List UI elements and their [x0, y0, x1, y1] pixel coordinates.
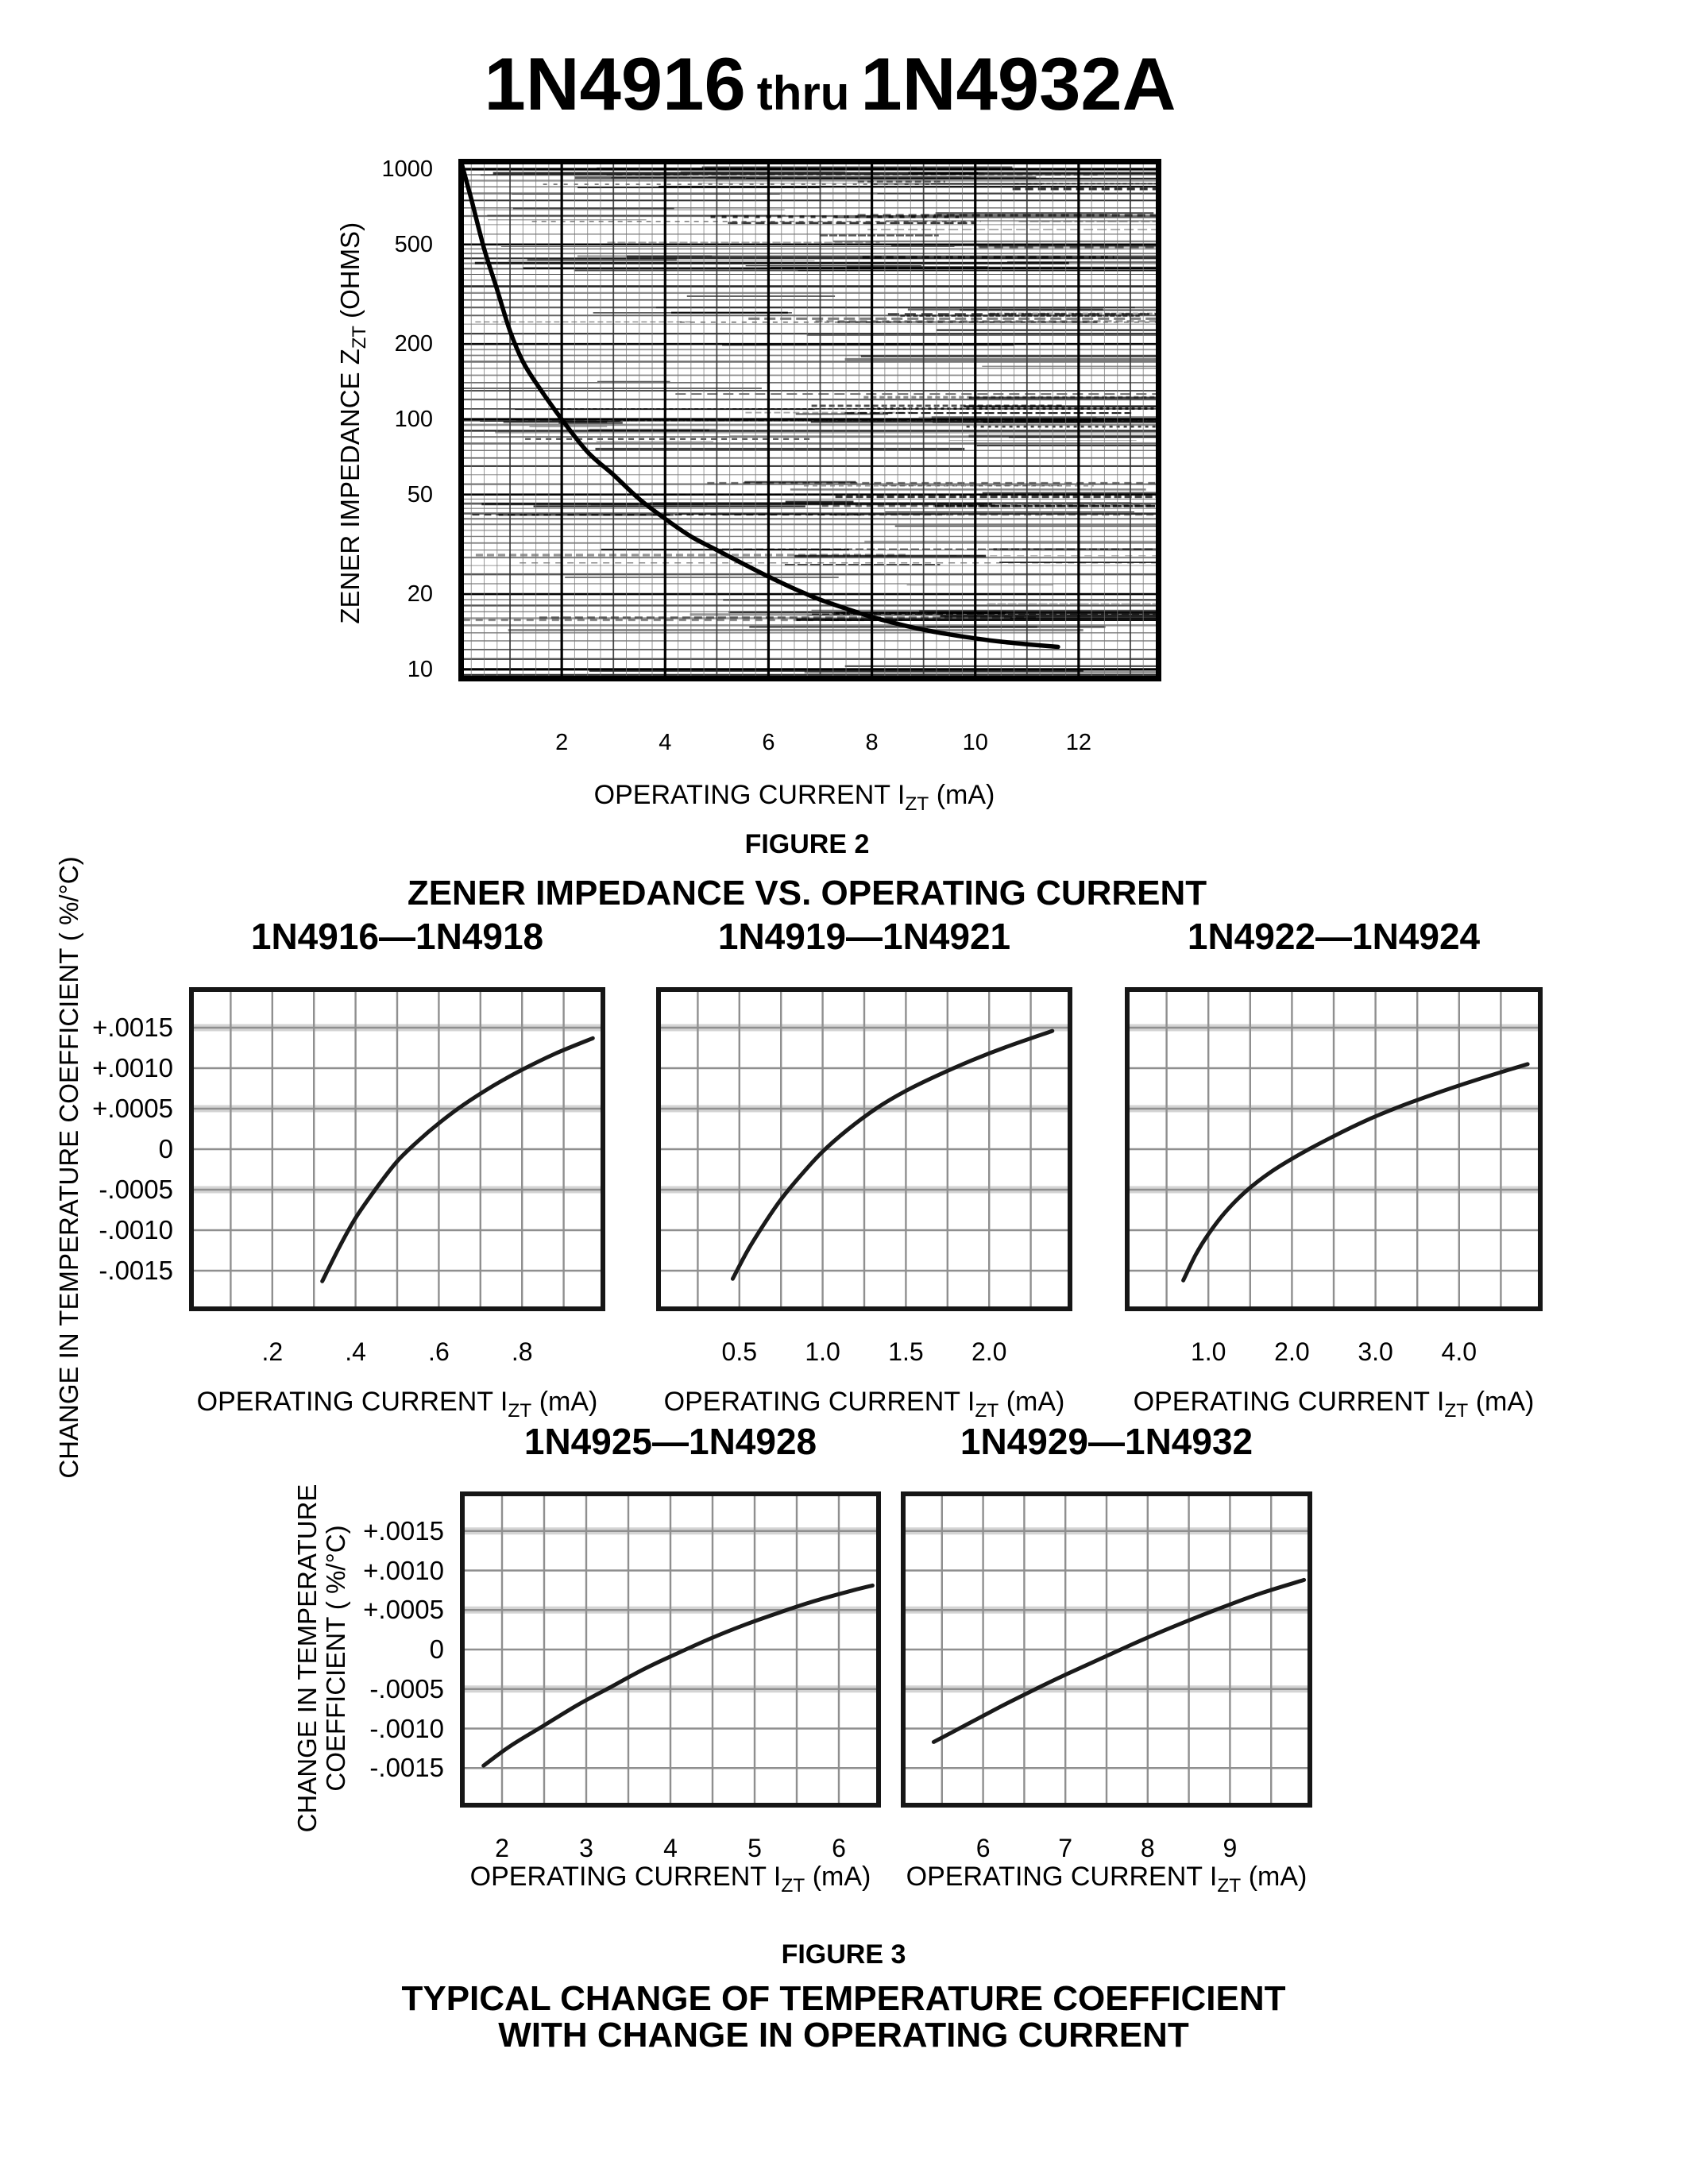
1N4925-1N4928-x-tick-5: 5: [747, 1834, 762, 1862]
figure2-x-axis-label: OPERATING CURRENT $I_{ZT}$ (mA): [593, 780, 995, 815]
figure2-x-tick-12: 12: [1065, 730, 1092, 755]
figure2-y-tick-100: 100: [394, 406, 433, 432]
figure2-x-tick-10: 10: [962, 730, 988, 755]
1N4925-1N4928-y-tick-+.0005: +.0005: [363, 1595, 444, 1625]
1N4929-1N4932-x-tick-9: 9: [1223, 1834, 1238, 1862]
chart-title-1n4929-1n4932: 1N4929—1N4932: [960, 1421, 1253, 1462]
1N4922-1N4924-x-tick-2.0: 2.0: [1274, 1337, 1310, 1366]
1N4929-1N4932-x-tick-7: 7: [1058, 1834, 1073, 1862]
x-axis-label-1n4919-1n4921: OPERATING CURRENT $I_{ZT}$ (mA): [663, 1387, 1065, 1422]
chart-plot-1n4919-1n4921: [656, 987, 1072, 1366]
1N4916-1N4918-y-tick-+.0005: +.0005: [92, 1094, 173, 1123]
1N4929-1N4932-chart: [901, 1491, 1312, 1808]
zener-impedance-chart: [458, 159, 1161, 681]
figure3-row1-y-axis-label: CHANGE IN TEMPERATURE COEFFICIENT ( %/°C): [54, 856, 83, 1479]
1N4925-1N4928-x-tick-6: 6: [832, 1834, 846, 1862]
figure3-title-line1: TYPICAL CHANGE OF TEMPERATURE COEFFICIENT: [401, 1979, 1286, 2018]
chart-plot-1n4916-1n4918: [92, 987, 605, 1366]
page-title-part1: 1N4916: [484, 42, 746, 125]
figure3-row2-y-axis-label-line2: COEFFICIENT ( %/°C): [321, 1525, 350, 1792]
figure2-x-tick-4: 4: [659, 730, 672, 755]
1N4922-1N4924-x-tick-1.0: 1.0: [1190, 1337, 1226, 1366]
1N4925-1N4928-y-tick--.0010: -.0010: [369, 1713, 444, 1743]
figure2-y-tick-200: 200: [394, 331, 433, 357]
1N4929-1N4932-x-tick-8: 8: [1140, 1834, 1155, 1862]
page-title: [0, 41, 1660, 127]
chart-title-1n4916-1n4918: 1N4916—1N4918: [250, 916, 544, 957]
figure2-plot: [381, 156, 1161, 755]
1N4922-1N4924-x-tick-3.0: 3.0: [1358, 1337, 1393, 1366]
1N4925-1N4928-x-tick-3: 3: [579, 1834, 593, 1862]
1N4925-1N4928-x-tick-4: 4: [663, 1834, 678, 1862]
chart-plot-1n4925-1n4928: [363, 1491, 881, 1862]
figure2-x-tick-2: 2: [555, 730, 569, 755]
x-axis-label-1n4922-1n4924: OPERATING CURRENT $I_{ZT}$ (mA): [1133, 1387, 1535, 1422]
1N4916-1N4918-y-tick-+.0015: +.0015: [92, 1013, 173, 1042]
1N4919-1N4921-x-tick-1.5: 1.5: [888, 1337, 924, 1366]
1N4919-1N4921-x-tick-2.0: 2.0: [971, 1337, 1007, 1366]
figure2-caption: FIGURE 2: [744, 829, 870, 859]
figure3-title-line2: WITH CHANGE IN OPERATING CURRENT: [498, 2016, 1189, 2055]
figure3-caption: FIGURE 3: [781, 1939, 906, 1970]
x-axis-label-1n4929-1n4932: OPERATING CURRENT $I_{ZT}$ (mA): [906, 1862, 1308, 1897]
1N4916-1N4918-chart: [189, 987, 605, 1311]
1N4922-1N4924-curve: [1184, 1064, 1528, 1280]
figure2-y-tick-10: 10: [407, 656, 433, 682]
figure2-y-tick-20: 20: [407, 581, 433, 608]
chart-title-1n4919-1n4921: 1N4919—1N4921: [717, 916, 1011, 957]
1N4922-1N4924-x-tick-4.0: 4.0: [1441, 1337, 1477, 1366]
page-title-part2: thru: [756, 67, 850, 120]
1N4916-1N4918-curve: [323, 1038, 593, 1281]
1N4919-1N4921-chart: [656, 987, 1072, 1311]
1N4916-1N4918-x-tick-.4: .4: [345, 1337, 366, 1366]
figure2-y-tick-500: 500: [394, 231, 433, 257]
1N4916-1N4918-y-tick--.0005: -.0005: [98, 1175, 173, 1204]
figure3-row2-y-axis-label-line1: CHANGE IN TEMPERATURE: [292, 1484, 322, 1833]
1N4916-1N4918-y-tick--.0015: -.0015: [98, 1256, 173, 1285]
1N4925-1N4928-y-tick-+.0015: +.0015: [363, 1515, 444, 1545]
figure2-x-tick-6: 6: [762, 730, 775, 755]
chart-title-1n4925-1n4928: 1N4925—1N4928: [523, 1421, 817, 1462]
1N4916-1N4918-x-tick-.8: .8: [511, 1337, 533, 1366]
figure2-y-axis-label: ZENER IMPEDANCE $Z_{ZT}$ (OHMS): [335, 222, 370, 624]
1N4916-1N4918-y-tick-+.0010: +.0010: [92, 1053, 173, 1082]
1N4922-1N4924-chart: [1125, 987, 1543, 1311]
1N4925-1N4928-y-tick--.0015: -.0015: [369, 1753, 444, 1783]
1N4916-1N4918-x-tick-.6: .6: [428, 1337, 450, 1366]
figure2-y-tick-50: 50: [407, 481, 433, 507]
1N4916-1N4918-y-tick--.0010: -.0010: [98, 1215, 173, 1244]
1N4925-1N4928-x-tick-2: 2: [495, 1834, 509, 1862]
figure2-x-tick-8: 8: [865, 730, 879, 755]
chart-plot-1n4929-1n4932: [901, 1491, 1312, 1862]
1N4919-1N4921-x-tick-0.5: 0.5: [721, 1337, 758, 1366]
page-title-part3: 1N4932A: [860, 42, 1176, 125]
1N4916-1N4918-x-tick-.2: .2: [261, 1337, 284, 1366]
x-axis-label-1n4925-1n4928: OPERATING CURRENT $I_{ZT}$ (mA): [469, 1862, 871, 1897]
1N4925-1N4928-y-tick-+.0010: +.0010: [363, 1555, 444, 1585]
1N4919-1N4921-x-tick-1.0: 1.0: [805, 1337, 840, 1366]
1N4925-1N4928-y-tick--.0005: -.0005: [369, 1673, 444, 1704]
figure2-y-tick-1000: 1000: [381, 156, 433, 183]
chart-title-1n4922-1n4924: 1N4922—1N4924: [1187, 916, 1481, 957]
figure2-title: ZENER IMPEDANCE VS. OPERATING CURRENT: [407, 874, 1207, 913]
chart-plot-1n4922-1n4924: [1125, 987, 1543, 1366]
x-axis-label-1n4916-1n4918: OPERATING CURRENT $I_{ZT}$ (mA): [196, 1387, 598, 1422]
1N4929-1N4932-x-tick-6: 6: [975, 1834, 991, 1862]
1N4925-1N4928-chart: [460, 1491, 881, 1808]
1N4929-1N4932-curve: [933, 1580, 1304, 1742]
1N4916-1N4918-y-tick-0: 0: [158, 1134, 173, 1163]
1N4925-1N4928-y-tick-0: 0: [429, 1634, 444, 1664]
